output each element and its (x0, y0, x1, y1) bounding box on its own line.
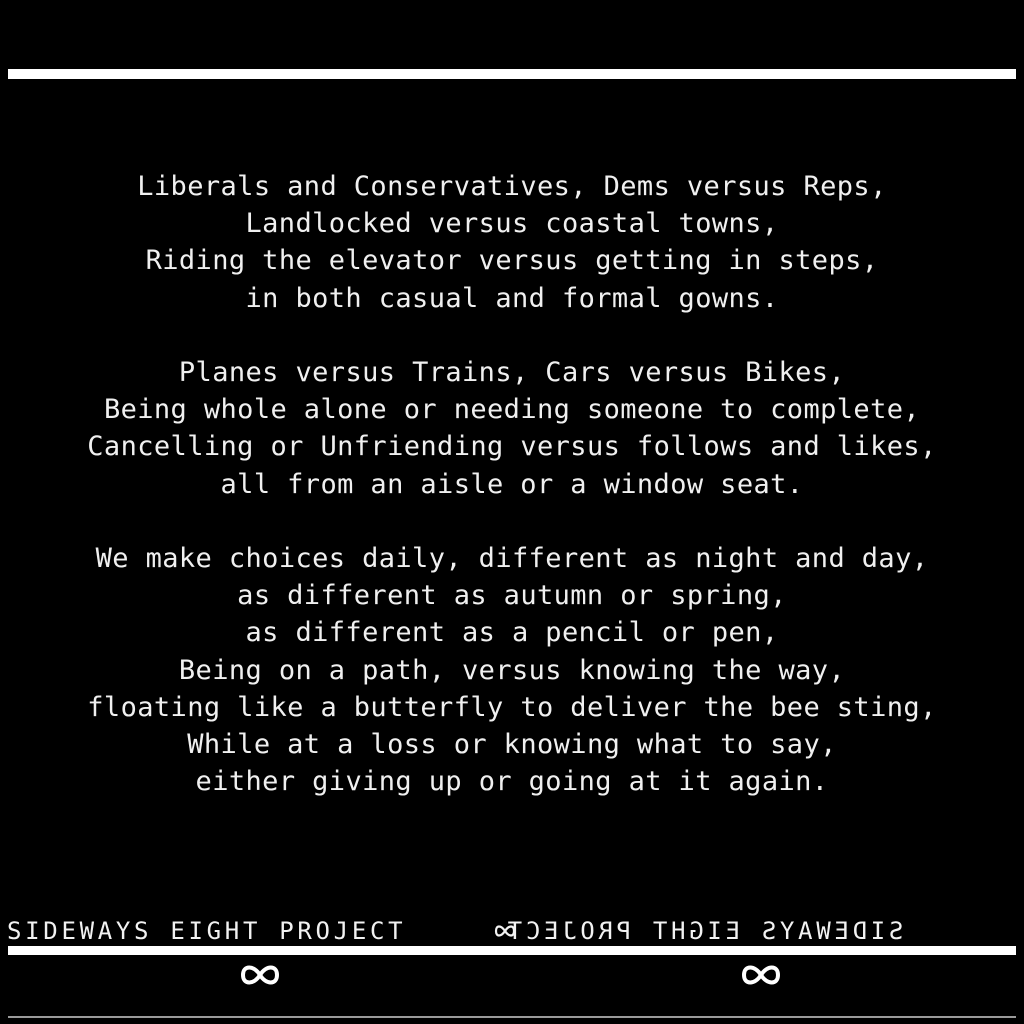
footer-brand-strip (0, 916, 1024, 946)
footer-brand-text: SIDEWAYS EIGHT PROJECT (7, 917, 407, 945)
top-divider (8, 69, 1016, 79)
poem-line: Landlocked versus coastal towns, (245, 208, 779, 240)
poem-line: Liberals and Conservatives, Dems versus Reps, (137, 171, 887, 202)
stanza-1 (0, 168, 1024, 317)
stanza-3 (0, 540, 1024, 800)
poem-line: as different as autumn or spring, (237, 580, 787, 612)
poem-line: Planes versus Trains, Cars versus Bikes, (178, 357, 846, 388)
poem-line: as different as a pencil or pen, (245, 617, 779, 649)
poem-line: in both casual and formal gowns. (245, 282, 779, 314)
poem-line: floating like a butterfly to deliver the bee sting, (87, 691, 937, 723)
poem-line: While at a loss or knowing what to say, (187, 729, 837, 761)
poem-line: Cancelling or Unfriending versus follows and likes, (87, 431, 937, 463)
base-line (8, 1016, 1016, 1018)
poem-body (0, 168, 1024, 838)
poem-line: either giving up or going at it again. (195, 766, 829, 798)
infinity-icon (740, 958, 782, 992)
infinity-icon (239, 958, 281, 992)
poem-line: Riding the elevator versus getting in steps, (145, 245, 879, 277)
poem-line: We make choices daily, different as night and day, (95, 543, 929, 574)
bottom-divider (8, 946, 1016, 955)
poem-line: Being on a path, versus knowing the way, (178, 654, 846, 686)
footer-brand-text-mirrored: SIDEWAYS EIGHT PROJECT (504, 917, 904, 945)
poem-line: all from an aisle or a window seat. (220, 468, 804, 500)
stanza-2 (0, 354, 1024, 503)
poem-line: Being whole alone or needing someone to complete, (103, 394, 921, 426)
